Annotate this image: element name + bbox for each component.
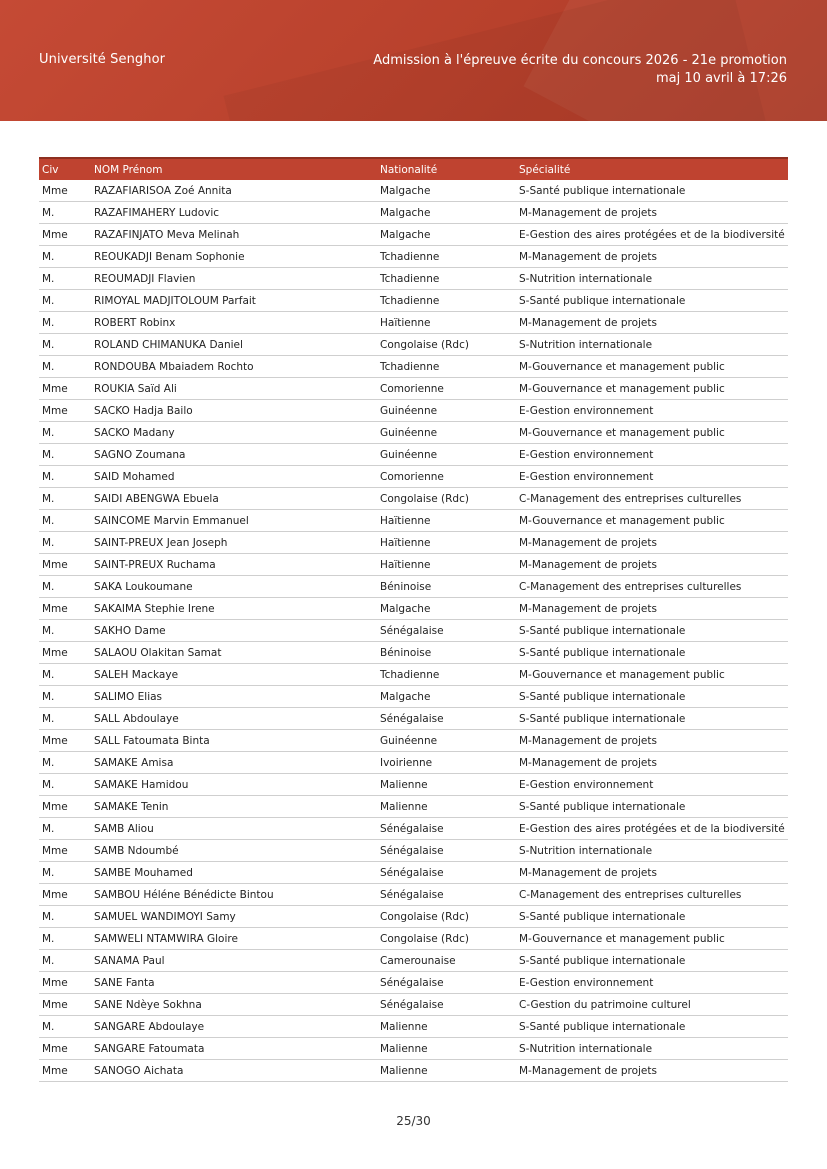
column-header-specialty: Spécialité: [516, 158, 788, 180]
table-row: [39, 510, 788, 532]
cell-civ: M.: [39, 818, 91, 840]
cell-specialty: M-Gouvernance et management public: [516, 378, 788, 400]
cell-name: SALIMO Elias: [91, 686, 377, 708]
cell-specialty: S-Nutrition internationale: [516, 334, 788, 356]
table-row: [39, 268, 788, 290]
cell-name: SALL Abdoulaye: [91, 708, 377, 730]
page-number: 25/30: [396, 1114, 431, 1128]
table-row: [39, 906, 788, 928]
cell-specialty: M-Gouvernance et management public: [516, 510, 788, 532]
table-header: [39, 158, 788, 180]
cell-civ: Mme: [39, 554, 91, 576]
column-header-nationality: Nationalité: [377, 158, 516, 180]
cell-name: SAMAKE Amisa: [91, 752, 377, 774]
cell-nationality: Malgache: [377, 598, 516, 620]
cell-name: SAMWELI NTAMWIRA Gloire: [91, 928, 377, 950]
table-row: [39, 400, 788, 422]
table-row: [39, 1016, 788, 1038]
cell-nationality: Béninoise: [377, 642, 516, 664]
cell-specialty: S-Santé publique internationale: [516, 1016, 788, 1038]
cell-name: SAMAKE Tenin: [91, 796, 377, 818]
cell-name: SAKA Loukoumane: [91, 576, 377, 598]
table-row: [39, 532, 788, 554]
cell-name: SALEH Mackaye: [91, 664, 377, 686]
cell-nationality: Congolaise (Rdc): [377, 488, 516, 510]
cell-specialty: M-Management de projets: [516, 554, 788, 576]
cell-specialty: M-Gouvernance et management public: [516, 356, 788, 378]
cell-name: SAKAIMA Stephie Irene: [91, 598, 377, 620]
cell-specialty: M-Management de projets: [516, 202, 788, 224]
cell-specialty: S-Santé publique internationale: [516, 686, 788, 708]
cell-name: SACKO Hadja Bailo: [91, 400, 377, 422]
cell-nationality: Sénégalaise: [377, 818, 516, 840]
table-row: [39, 972, 788, 994]
column-header-name: NOM Prénom: [91, 158, 377, 180]
table-row: [39, 202, 788, 224]
cell-name: RONDOUBA Mbaiadem Rochto: [91, 356, 377, 378]
cell-specialty: E-Gestion environnement: [516, 400, 788, 422]
cell-civ: Mme: [39, 840, 91, 862]
cell-name: SAGNO Zoumana: [91, 444, 377, 466]
cell-nationality: Haïtienne: [377, 312, 516, 334]
table-row: [39, 378, 788, 400]
cell-civ: M.: [39, 862, 91, 884]
update-timestamp: maj 10 avril à 17:26: [656, 71, 787, 86]
cell-name: SAMB Ndoumbé: [91, 840, 377, 862]
cell-civ: Mme: [39, 796, 91, 818]
table-row: [39, 246, 788, 268]
cell-name: SANGARE Fatoumata: [91, 1038, 377, 1060]
cell-civ: M.: [39, 510, 91, 532]
cell-specialty: S-Santé publique internationale: [516, 290, 788, 312]
cell-nationality: Malgache: [377, 180, 516, 202]
cell-specialty: E-Gestion des aires protégées et de la biodiversité: [516, 224, 788, 246]
cell-civ: M.: [39, 312, 91, 334]
cell-civ: M.: [39, 488, 91, 510]
cell-specialty: S-Santé publique internationale: [516, 796, 788, 818]
cell-name: SAIDI ABENGWA Ebuela: [91, 488, 377, 510]
cell-specialty: M-Management de projets: [516, 1060, 788, 1082]
table-row: [39, 312, 788, 334]
cell-nationality: Comorienne: [377, 378, 516, 400]
cell-nationality: Comorienne: [377, 466, 516, 488]
cell-nationality: Tchadienne: [377, 246, 516, 268]
table-row: [39, 884, 788, 906]
cell-civ: M.: [39, 928, 91, 950]
cell-name: ROBERT Robinx: [91, 312, 377, 334]
table-row: [39, 642, 788, 664]
cell-nationality: Tchadienne: [377, 356, 516, 378]
cell-specialty: S-Nutrition internationale: [516, 268, 788, 290]
cell-nationality: Malienne: [377, 796, 516, 818]
cell-specialty: S-Nutrition internationale: [516, 1038, 788, 1060]
cell-specialty: S-Santé publique internationale: [516, 642, 788, 664]
cell-name: REOUKADJI Benam Sophonie: [91, 246, 377, 268]
cell-name: RIMOYAL MADJITOLOUM Parfait: [91, 290, 377, 312]
cell-civ: M.: [39, 202, 91, 224]
cell-specialty: S-Nutrition internationale: [516, 840, 788, 862]
cell-civ: M.: [39, 1016, 91, 1038]
cell-name: SANE Fanta: [91, 972, 377, 994]
cell-civ: M.: [39, 620, 91, 642]
cell-civ: Mme: [39, 730, 91, 752]
cell-civ: M.: [39, 752, 91, 774]
cell-specialty: S-Santé publique internationale: [516, 708, 788, 730]
cell-nationality: Guinéenne: [377, 730, 516, 752]
cell-specialty: S-Santé publique internationale: [516, 950, 788, 972]
cell-nationality: Tchadienne: [377, 268, 516, 290]
cell-civ: M.: [39, 774, 91, 796]
cell-name: SAINT-PREUX Jean Joseph: [91, 532, 377, 554]
cell-civ: M.: [39, 950, 91, 972]
table-row: [39, 994, 788, 1016]
cell-specialty: E-Gestion environnement: [516, 466, 788, 488]
cell-nationality: Haïtienne: [377, 554, 516, 576]
cell-civ: Mme: [39, 224, 91, 246]
table-row: [39, 1038, 788, 1060]
table-row: [39, 796, 788, 818]
cell-specialty: S-Santé publique internationale: [516, 620, 788, 642]
cell-name: RAZAFIARISOA Zoé Annita: [91, 180, 377, 202]
cell-nationality: Sénégalaise: [377, 620, 516, 642]
cell-name: SANOGO Aichata: [91, 1060, 377, 1082]
cell-specialty: S-Santé publique internationale: [516, 180, 788, 202]
table-row: [39, 840, 788, 862]
cell-civ: Mme: [39, 598, 91, 620]
cell-specialty: M-Gouvernance et management public: [516, 422, 788, 444]
cell-name: SAMAKE Hamidou: [91, 774, 377, 796]
table-row: [39, 598, 788, 620]
cell-specialty: M-Management de projets: [516, 598, 788, 620]
cell-specialty: M-Management de projets: [516, 246, 788, 268]
table-row: [39, 576, 788, 598]
cell-civ: M.: [39, 268, 91, 290]
cell-nationality: Malienne: [377, 774, 516, 796]
cell-civ: M.: [39, 906, 91, 928]
table-row: [39, 686, 788, 708]
cell-name: SAINT-PREUX Ruchama: [91, 554, 377, 576]
cell-name: SAMBOU Héléne Bénédicte Bintou: [91, 884, 377, 906]
cell-nationality: Haïtienne: [377, 510, 516, 532]
cell-civ: M.: [39, 290, 91, 312]
cell-nationality: Sénégalaise: [377, 994, 516, 1016]
cell-specialty: C-Management des entreprises culturelles: [516, 884, 788, 906]
cell-specialty: M-Gouvernance et management public: [516, 664, 788, 686]
cell-name: ROUKIA Saïd Ali: [91, 378, 377, 400]
cell-name: ROLAND CHIMANUKA Daniel: [91, 334, 377, 356]
table-row: [39, 444, 788, 466]
cell-civ: M.: [39, 356, 91, 378]
cell-specialty: M-Management de projets: [516, 862, 788, 884]
cell-civ: Mme: [39, 972, 91, 994]
cell-specialty: E-Gestion environnement: [516, 972, 788, 994]
cell-name: SAMUEL WANDIMOYI Samy: [91, 906, 377, 928]
cell-name: SANAMA Paul: [91, 950, 377, 972]
cell-nationality: Guinéenne: [377, 400, 516, 422]
cell-nationality: Camerounaise: [377, 950, 516, 972]
table-row: [39, 466, 788, 488]
header-row: [39, 158, 788, 180]
cell-civ: Mme: [39, 1060, 91, 1082]
cell-nationality: Congolaise (Rdc): [377, 928, 516, 950]
cell-nationality: Tchadienne: [377, 290, 516, 312]
cell-civ: Mme: [39, 400, 91, 422]
cell-civ: M.: [39, 422, 91, 444]
cell-nationality: Haïtienne: [377, 532, 516, 554]
cell-nationality: Sénégalaise: [377, 972, 516, 994]
cell-nationality: Congolaise (Rdc): [377, 334, 516, 356]
table-body: [39, 180, 788, 1082]
table-row: [39, 554, 788, 576]
table-row: [39, 334, 788, 356]
table-row: [39, 950, 788, 972]
cell-specialty: M-Management de projets: [516, 730, 788, 752]
cell-civ: M.: [39, 444, 91, 466]
cell-nationality: Malienne: [377, 1038, 516, 1060]
cell-specialty: C-Management des entreprises culturelles: [516, 576, 788, 598]
cell-nationality: Congolaise (Rdc): [377, 906, 516, 928]
table-row: [39, 620, 788, 642]
page-header: [0, 0, 827, 121]
cell-name: REOUMADJI Flavien: [91, 268, 377, 290]
cell-civ: M.: [39, 686, 91, 708]
table-row: [39, 862, 788, 884]
cell-specialty: C-Gestion du patrimoine culturel: [516, 994, 788, 1016]
cell-civ: Mme: [39, 642, 91, 664]
cell-nationality: Ivoirienne: [377, 752, 516, 774]
cell-nationality: Sénégalaise: [377, 840, 516, 862]
cell-nationality: Malienne: [377, 1016, 516, 1038]
column-header-civ: Civ: [39, 158, 91, 180]
cell-civ: M.: [39, 664, 91, 686]
cell-specialty: M-Management de projets: [516, 312, 788, 334]
cell-name: SAMBE Mouhamed: [91, 862, 377, 884]
cell-nationality: Sénégalaise: [377, 862, 516, 884]
table-row: [39, 488, 788, 510]
table-row: [39, 664, 788, 686]
cell-name: SACKO Madany: [91, 422, 377, 444]
cell-specialty: E-Gestion environnement: [516, 444, 788, 466]
table-row: [39, 1060, 788, 1082]
cell-civ: M.: [39, 576, 91, 598]
cell-specialty: C-Management des entreprises culturelles: [516, 488, 788, 510]
cell-specialty: M-Management de projets: [516, 532, 788, 554]
cell-civ: Mme: [39, 884, 91, 906]
cell-civ: M.: [39, 246, 91, 268]
cell-name: RAZAFINJATO Meva Melinah: [91, 224, 377, 246]
cell-civ: Mme: [39, 994, 91, 1016]
table-row: [39, 818, 788, 840]
table-row: [39, 928, 788, 950]
cell-civ: M.: [39, 532, 91, 554]
cell-name: SAMB Aliou: [91, 818, 377, 840]
table-row: [39, 730, 788, 752]
cell-civ: M.: [39, 334, 91, 356]
cell-name: SAID Mohamed: [91, 466, 377, 488]
cell-specialty: E-Gestion environnement: [516, 774, 788, 796]
admission-table: [39, 157, 788, 1082]
table-row: [39, 774, 788, 796]
document-title: Admission à l'épreuve écrite du concours 2026 - 21e promotion: [373, 53, 787, 68]
table-row: [39, 224, 788, 246]
header-info: [373, 52, 787, 88]
cell-specialty: E-Gestion des aires protégées et de la biodiversité: [516, 818, 788, 840]
cell-civ: Mme: [39, 1038, 91, 1060]
cell-name: SANE Ndèye Sokhna: [91, 994, 377, 1016]
cell-specialty: M-Gouvernance et management public: [516, 928, 788, 950]
cell-nationality: Guinéenne: [377, 444, 516, 466]
cell-name: RAZAFIMAHERY Ludovic: [91, 202, 377, 224]
cell-civ: Mme: [39, 180, 91, 202]
table-row: [39, 422, 788, 444]
cell-nationality: Malgache: [377, 224, 516, 246]
cell-name: SAINCOME Marvin Emmanuel: [91, 510, 377, 532]
cell-name: SAKHO Dame: [91, 620, 377, 642]
cell-civ: Mme: [39, 378, 91, 400]
cell-nationality: Malgache: [377, 202, 516, 224]
cell-specialty: M-Management de projets: [516, 752, 788, 774]
table-row: [39, 290, 788, 312]
cell-nationality: Sénégalaise: [377, 884, 516, 906]
cell-nationality: Malienne: [377, 1060, 516, 1082]
table-row: [39, 180, 788, 202]
university-name: Université Senghor: [39, 52, 166, 67]
cell-nationality: Guinéenne: [377, 422, 516, 444]
cell-civ: M.: [39, 708, 91, 730]
table-row: [39, 752, 788, 774]
table-row: [39, 356, 788, 378]
cell-nationality: Béninoise: [377, 576, 516, 598]
table-row: [39, 708, 788, 730]
cell-name: SALAOU Olakitan Samat: [91, 642, 377, 664]
cell-name: SALL Fatoumata Binta: [91, 730, 377, 752]
cell-nationality: Sénégalaise: [377, 708, 516, 730]
cell-name: SANGARE Abdoulaye: [91, 1016, 377, 1038]
cell-nationality: Tchadienne: [377, 664, 516, 686]
cell-civ: M.: [39, 466, 91, 488]
cell-specialty: S-Santé publique internationale: [516, 906, 788, 928]
cell-nationality: Malgache: [377, 686, 516, 708]
